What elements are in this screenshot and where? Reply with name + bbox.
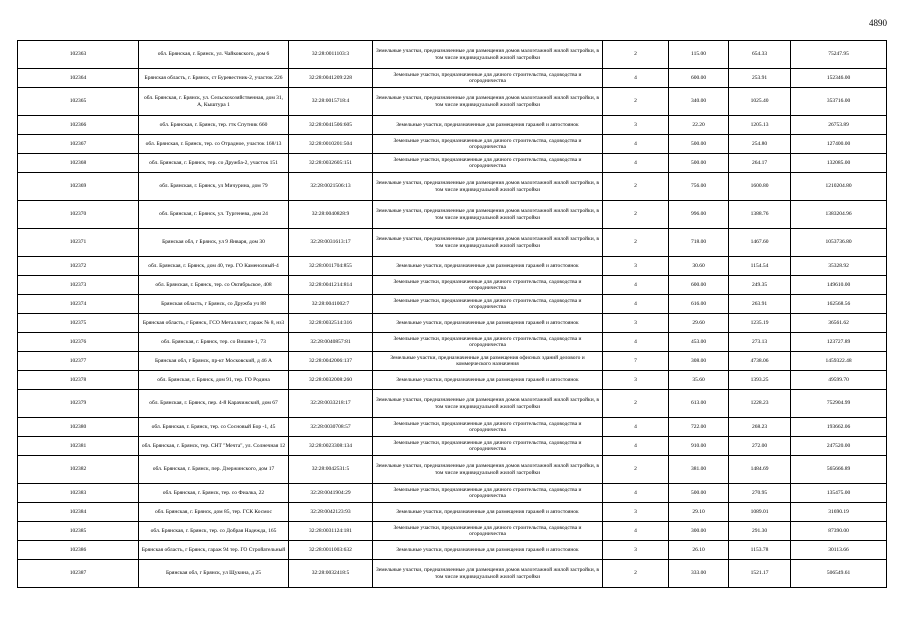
total-value-cell: 1053736.80 bbox=[791, 229, 887, 257]
parcel-id-cell: 102379 bbox=[18, 390, 139, 418]
total-value-cell: 123727.89 bbox=[791, 333, 887, 352]
address-cell: Брянская область, г. Брянск, ст Буревестник-2, участок 226 bbox=[139, 69, 289, 88]
address-cell: обл. Брянская, г. Брянск, тер. со Фиалка, 22 bbox=[139, 484, 289, 503]
area-cell: 30.60 bbox=[669, 257, 729, 276]
total-value-cell: 149610.00 bbox=[791, 276, 887, 295]
specific-value-cell: 654.33 bbox=[729, 41, 791, 69]
area-cell: 453.00 bbox=[669, 333, 729, 352]
land-use-cell: Земельные участки, предназначенные для размещения домов малоэтажной жилой застройки, в том числе индивидуальной жилой застройки bbox=[373, 229, 603, 257]
cadastral-number-cell: 32:28:0042006:137 bbox=[289, 352, 373, 371]
area-cell: 500.00 bbox=[669, 135, 729, 154]
parcel-id-cell: 102364 bbox=[18, 69, 139, 88]
land-use-cell: Земельные участки, предназначенные для размещения гаражей и автостоянок bbox=[373, 541, 603, 560]
category-code-cell: 2 bbox=[603, 560, 669, 588]
cadastral-number-cell: 32:28:0011704:855 bbox=[289, 257, 373, 276]
category-code-cell: 3 bbox=[603, 314, 669, 333]
cadastral-number-cell: 32:28:0031613:17 bbox=[289, 229, 373, 257]
specific-value-cell: 1154.54 bbox=[729, 257, 791, 276]
parcel-id-cell: 102377 bbox=[18, 352, 139, 371]
address-cell: обл. Брянская, г. Брянск, дом 91, тер. ГО Родина bbox=[139, 371, 289, 390]
specific-value-cell: 1600.80 bbox=[729, 173, 791, 201]
land-use-cell: Земельные участки, предназначенные для размещения гаражей и автостоянок bbox=[373, 257, 603, 276]
area-cell: 115.00 bbox=[669, 41, 729, 69]
category-code-cell: 2 bbox=[603, 390, 669, 418]
table-row bbox=[18, 456, 887, 484]
total-value-cell: 353716.00 bbox=[791, 88, 887, 116]
address-cell: Брянская область, г Брянск, со Дружба уч 88 bbox=[139, 295, 289, 314]
land-use-cell: Земельные участки, предназначенные для размещения офисных зданий делового и коммерческого назначения bbox=[373, 352, 603, 371]
specific-value-cell: 1484.69 bbox=[729, 456, 791, 484]
cadastral-number-cell: 32:28:0041506:605 bbox=[289, 116, 373, 135]
specific-value-cell: 1235.19 bbox=[729, 314, 791, 333]
category-code-cell: 4 bbox=[603, 295, 669, 314]
address-cell: обл. Брянская, г. Брянск, тер. гтк Спутник 660 bbox=[139, 116, 289, 135]
area-cell: 340.00 bbox=[669, 88, 729, 116]
total-value-cell: 193662.06 bbox=[791, 418, 887, 437]
specific-value-cell: 1521.17 bbox=[729, 560, 791, 588]
table-row bbox=[18, 352, 887, 371]
table-body bbox=[18, 41, 887, 588]
land-register-table bbox=[17, 40, 887, 588]
land-use-cell: Земельные участки, предназначенные для размещения домов малоэтажной жилой застройки, в том числе индивидуальной жилой застройки bbox=[373, 201, 603, 229]
table-row bbox=[18, 154, 887, 173]
land-use-cell: Земельные участки, предназначенные для размещения домов малоэтажной жилой застройки, в том числе индивидуальной жилой застройки bbox=[373, 173, 603, 201]
address-cell: обл. Брянская, г. Брянск, тер. со Вишня-1, 73 bbox=[139, 333, 289, 352]
cadastral-number-cell: 32:28:0040857:81 bbox=[289, 333, 373, 352]
address-cell: обл. Брянская, г. Брянск, ул. Чайковского, дом 6 bbox=[139, 41, 289, 69]
address-cell: обл. Брянская, г. Брянск, ул Мичурина, дом 79 bbox=[139, 173, 289, 201]
total-value-cell: 49599.70 bbox=[791, 371, 887, 390]
parcel-id-cell: 102378 bbox=[18, 371, 139, 390]
land-use-cell: Земельные участки, предназначенные для размещения гаражей и автостоянок bbox=[373, 314, 603, 333]
specific-value-cell: 1228.23 bbox=[729, 390, 791, 418]
area-cell: 29.10 bbox=[669, 503, 729, 522]
category-code-cell: 4 bbox=[603, 69, 669, 88]
parcel-id-cell: 102385 bbox=[18, 522, 139, 541]
total-value-cell: 565666.89 bbox=[791, 456, 887, 484]
specific-value-cell: 253.91 bbox=[729, 69, 791, 88]
parcel-id-cell: 102376 bbox=[18, 333, 139, 352]
area-cell: 756.00 bbox=[669, 173, 729, 201]
category-code-cell: 4 bbox=[603, 418, 669, 437]
table-row bbox=[18, 503, 887, 522]
category-code-cell: 2 bbox=[603, 41, 669, 69]
total-value-cell: 162568.56 bbox=[791, 295, 887, 314]
area-cell: 722.00 bbox=[669, 418, 729, 437]
total-value-cell: 247520.00 bbox=[791, 437, 887, 456]
category-code-cell: 3 bbox=[603, 503, 669, 522]
specific-value-cell: 270.95 bbox=[729, 484, 791, 503]
address-cell: обл. Брянская, г. Брянск, дом 85, тер. ГСК Космос bbox=[139, 503, 289, 522]
parcel-id-cell: 102384 bbox=[18, 503, 139, 522]
category-code-cell: 4 bbox=[603, 484, 669, 503]
cadastral-number-cell: 32:28:0042531:5 bbox=[289, 456, 373, 484]
cadastral-number-cell: 32:28:0023308:134 bbox=[289, 437, 373, 456]
table-row bbox=[18, 229, 887, 257]
table-row bbox=[18, 257, 887, 276]
specific-value-cell: 263.91 bbox=[729, 295, 791, 314]
table-row bbox=[18, 88, 887, 116]
cadastral-number-cell: 32:28:0041904:29 bbox=[289, 484, 373, 503]
table-row bbox=[18, 295, 887, 314]
specific-value-cell: 273.13 bbox=[729, 333, 791, 352]
parcel-id-cell: 102383 bbox=[18, 484, 139, 503]
table-row bbox=[18, 69, 887, 88]
cadastral-number-cell: 32:28:0011103:3 bbox=[289, 41, 373, 69]
area-cell: 996.00 bbox=[669, 201, 729, 229]
total-value-cell: 31690.19 bbox=[791, 503, 887, 522]
table-row bbox=[18, 135, 887, 154]
category-code-cell: 2 bbox=[603, 229, 669, 257]
specific-value-cell: 1467.60 bbox=[729, 229, 791, 257]
address-cell: обл. Брянская, г. Брянск, тер. со Сосновый Бор -1, 45 bbox=[139, 418, 289, 437]
address-cell: обл. Брянская, г. Брянск, ул. Тургенева, дом 24 bbox=[139, 201, 289, 229]
specific-value-cell: 254.80 bbox=[729, 135, 791, 154]
specific-value-cell: 1153.78 bbox=[729, 541, 791, 560]
cadastral-number-cell: 32:28:0032008:260 bbox=[289, 371, 373, 390]
total-value-cell: 752904.99 bbox=[791, 390, 887, 418]
address-cell: обл. Брянская, г. Брянск, пер. 4-й Карачижский, дом 67 bbox=[139, 390, 289, 418]
land-use-cell: Земельные участки, предназначенные для размещения домов малоэтажной жилой застройки, в том числе индивидуальной жилой застройки bbox=[373, 456, 603, 484]
address-cell: обл. Брянская, г. Брянск, тер. со Добрая Надежда, 165 bbox=[139, 522, 289, 541]
area-cell: 500.00 bbox=[669, 154, 729, 173]
parcel-id-cell: 102381 bbox=[18, 437, 139, 456]
area-cell: 910.00 bbox=[669, 437, 729, 456]
table-row bbox=[18, 116, 887, 135]
table-row bbox=[18, 173, 887, 201]
table-row bbox=[18, 333, 887, 352]
table-row bbox=[18, 390, 887, 418]
category-code-cell: 2 bbox=[603, 201, 669, 229]
parcel-id-cell: 102366 bbox=[18, 116, 139, 135]
total-value-cell: 36561.62 bbox=[791, 314, 887, 333]
parcel-id-cell: 102363 bbox=[18, 41, 139, 69]
area-cell: 26.10 bbox=[669, 541, 729, 560]
table-row bbox=[18, 371, 887, 390]
land-use-cell: Земельные участки, предназначенные для дачного строительства, садоводства и огородничества bbox=[373, 135, 603, 154]
parcel-id-cell: 102369 bbox=[18, 173, 139, 201]
table-row bbox=[18, 276, 887, 295]
total-value-cell: 152346.00 bbox=[791, 69, 887, 88]
address-cell: Брянская обл, г Брянск, ул 9 Января, дом 30 bbox=[139, 229, 289, 257]
area-cell: 613.00 bbox=[669, 390, 729, 418]
specific-value-cell: 268.23 bbox=[729, 418, 791, 437]
parcel-id-cell: 102386 bbox=[18, 541, 139, 560]
specific-value-cell: 264.17 bbox=[729, 154, 791, 173]
area-cell: 600.00 bbox=[669, 276, 729, 295]
category-code-cell: 2 bbox=[603, 88, 669, 116]
parcel-id-cell: 102372 bbox=[18, 257, 139, 276]
category-code-cell: 2 bbox=[603, 173, 669, 201]
parcel-id-cell: 102368 bbox=[18, 154, 139, 173]
cadastral-number-cell: 32:28:0041002:7 bbox=[289, 295, 373, 314]
parcel-id-cell: 102371 bbox=[18, 229, 139, 257]
category-code-cell: 2 bbox=[603, 456, 669, 484]
category-code-cell: 3 bbox=[603, 371, 669, 390]
address-cell: обл. Брянская, г. Брянск, пер. Дзержинского, дом 17 bbox=[139, 456, 289, 484]
specific-value-cell: 4738.06 bbox=[729, 352, 791, 371]
table-row bbox=[18, 522, 887, 541]
address-cell: обл. Брянская, г. Брянск, дом 40, тер. ГО Каменолный-4 bbox=[139, 257, 289, 276]
land-use-cell: Земельные участки, предназначенные для дачного строительства, садоводства и огородничества bbox=[373, 154, 603, 173]
total-value-cell: 35328.92 bbox=[791, 257, 887, 276]
cadastral-number-cell: 32:28:0010201:504 bbox=[289, 135, 373, 154]
table-row bbox=[18, 201, 887, 229]
total-value-cell: 127400.00 bbox=[791, 135, 887, 154]
table-row bbox=[18, 484, 887, 503]
cadastral-number-cell: 32:28:0030708:57 bbox=[289, 418, 373, 437]
parcel-id-cell: 102367 bbox=[18, 135, 139, 154]
total-value-cell: 1210204.80 bbox=[791, 173, 887, 201]
address-cell: обл. Брянская, г. Брянск, тер. СНТ "Мечта", ул. Солнечная 12 bbox=[139, 437, 289, 456]
cadastral-number-cell: 32:28:0032605:151 bbox=[289, 154, 373, 173]
cadastral-number-cell: 32:28:0015718:4 bbox=[289, 88, 373, 116]
table-row bbox=[18, 418, 887, 437]
address-cell: обл. Брянская, г. Брянск, ул. Сельскохозяйственная, дом 31, А, Кыштура 1 bbox=[139, 88, 289, 116]
land-use-cell: Земельные участки, предназначенные для размещения домов малоэтажной жилой застройки, в том числе индивидуальной жилой застройки bbox=[373, 88, 603, 116]
category-code-cell: 3 bbox=[603, 541, 669, 560]
land-use-cell: Земельные участки, предназначенные для дачного строительства, садоводства и огородничества bbox=[373, 418, 603, 437]
land-use-cell: Земельные участки, предназначенные для размещения домов малоэтажной жилой застройки, в том числе индивидуальной жилой застройки bbox=[373, 390, 603, 418]
land-use-cell: Земельные участки, предназначенные для размещения домов малоэтажной жилой застройки, в том числе индивидуальной жилой застройки bbox=[373, 41, 603, 69]
table-row bbox=[18, 314, 887, 333]
specific-value-cell: 1393.25 bbox=[729, 371, 791, 390]
area-cell: 718.00 bbox=[669, 229, 729, 257]
land-use-cell: Земельные участки, предназначенные для размещения гаражей и автостоянок bbox=[373, 371, 603, 390]
address-cell: Брянская область, г Брянск, ГСО Металлист, гараж № 8, нз3 bbox=[139, 314, 289, 333]
area-cell: 29.60 bbox=[669, 314, 729, 333]
land-use-cell: Земельные участки, предназначенные для дачного строительства, садоводства и огородничества bbox=[373, 295, 603, 314]
specific-value-cell: 291.30 bbox=[729, 522, 791, 541]
cadastral-number-cell: 32:28:0032418:5 bbox=[289, 560, 373, 588]
land-use-cell: Земельные участки, предназначенные для дачного строительства, садоводства и огородничества bbox=[373, 69, 603, 88]
total-value-cell: 30113.66 bbox=[791, 541, 887, 560]
category-code-cell: 4 bbox=[603, 437, 669, 456]
cadastral-number-cell: 32:28:0040828:9 bbox=[289, 201, 373, 229]
cadastral-number-cell: 32:28:0032514:316 bbox=[289, 314, 373, 333]
land-use-cell: Земельные участки, предназначенные для дачного строительства, садоводства и огородничества bbox=[373, 522, 603, 541]
total-value-cell: 87390.00 bbox=[791, 522, 887, 541]
area-cell: 600.00 bbox=[669, 69, 729, 88]
parcel-id-cell: 102387 bbox=[18, 560, 139, 588]
land-use-cell: Земельные участки, предназначенные для размещения гаражей и автостоянок bbox=[373, 503, 603, 522]
land-use-cell: Земельные участки, предназначенные для размещения гаражей и автостоянок bbox=[373, 116, 603, 135]
total-value-cell: 135475.00 bbox=[791, 484, 887, 503]
total-value-cell: 1383204.96 bbox=[791, 201, 887, 229]
cadastral-number-cell: 32:28:0041214:814 bbox=[289, 276, 373, 295]
parcel-id-cell: 102373 bbox=[18, 276, 139, 295]
area-cell: 300.00 bbox=[669, 522, 729, 541]
specific-value-cell: 1025.40 bbox=[729, 88, 791, 116]
land-use-cell: Земельные участки, предназначенные для дачного строительства, садоводства и огородничества bbox=[373, 437, 603, 456]
parcel-id-cell: 102370 bbox=[18, 201, 139, 229]
cadastral-number-cell: 32:28:0041209:228 bbox=[289, 69, 373, 88]
address-cell: обл. Брянская, г. Брянск, тер. со Отрадное, участок 168/13 bbox=[139, 135, 289, 154]
table-row bbox=[18, 560, 887, 588]
address-cell: Брянская область, г Брянск, гараж 94 тер. ГО Стройательный bbox=[139, 541, 289, 560]
cadastral-number-cell: 32:28:0031124:181 bbox=[289, 522, 373, 541]
specific-value-cell: 1205.13 bbox=[729, 116, 791, 135]
total-value-cell: 1459322.48 bbox=[791, 352, 887, 371]
land-use-cell: Земельные участки, предназначенные для дачного строительства, садоводства и огородничества bbox=[373, 484, 603, 503]
address-cell: обл. Брянская, г. Брянск, тер. со Дружба-2, участок 151 bbox=[139, 154, 289, 173]
category-code-cell: 4 bbox=[603, 154, 669, 173]
cadastral-number-cell: 32:28:0021506:13 bbox=[289, 173, 373, 201]
area-cell: 22.20 bbox=[669, 116, 729, 135]
area-cell: 381.00 bbox=[669, 456, 729, 484]
parcel-id-cell: 102374 bbox=[18, 295, 139, 314]
total-value-cell: 75247.95 bbox=[791, 41, 887, 69]
parcel-id-cell: 102380 bbox=[18, 418, 139, 437]
category-code-cell: 4 bbox=[603, 333, 669, 352]
category-code-cell: 4 bbox=[603, 276, 669, 295]
address-cell: обл. Брянская, г. Брянск, тер. со Октябрьское, 408 bbox=[139, 276, 289, 295]
category-code-cell: 3 bbox=[603, 257, 669, 276]
category-code-cell: 3 bbox=[603, 116, 669, 135]
address-cell: Брянская обл, г Брянск, ул Щукина, д 25 bbox=[139, 560, 289, 588]
category-code-cell: 4 bbox=[603, 135, 669, 154]
specific-value-cell: 272.00 bbox=[729, 437, 791, 456]
total-value-cell: 26753.89 bbox=[791, 116, 887, 135]
area-cell: 35.60 bbox=[669, 371, 729, 390]
cadastral-number-cell: 32:28:0033218:17 bbox=[289, 390, 373, 418]
address-cell: Брянская обл, г Брянск, пр-кт Московский, д 46 А bbox=[139, 352, 289, 371]
specific-value-cell: 1388.76 bbox=[729, 201, 791, 229]
specific-value-cell: 249.35 bbox=[729, 276, 791, 295]
total-value-cell: 132085.00 bbox=[791, 154, 887, 173]
category-code-cell: 7 bbox=[603, 352, 669, 371]
table-row bbox=[18, 41, 887, 69]
category-code-cell: 4 bbox=[603, 522, 669, 541]
area-cell: 500.00 bbox=[669, 484, 729, 503]
total-value-cell: 506549.61 bbox=[791, 560, 887, 588]
parcel-id-cell: 102375 bbox=[18, 314, 139, 333]
land-use-cell: Земельные участки, предназначенные для размещения домов малоэтажной жилой застройки, в том числе индивидуальной жилой застройки bbox=[373, 560, 603, 588]
land-use-cell: Земельные участки, предназначенные для дачного строительства, садоводства и огородничества bbox=[373, 333, 603, 352]
area-cell: 616.00 bbox=[669, 295, 729, 314]
page-number: 4890 bbox=[869, 18, 887, 28]
specific-value-cell: 1089.01 bbox=[729, 503, 791, 522]
table-row bbox=[18, 541, 887, 560]
table-row bbox=[18, 437, 887, 456]
area-cell: 308.00 bbox=[669, 352, 729, 371]
area-cell: 333.00 bbox=[669, 560, 729, 588]
cadastral-number-cell: 32:28:0011003:632 bbox=[289, 541, 373, 560]
parcel-id-cell: 102382 bbox=[18, 456, 139, 484]
land-use-cell: Земельные участки, предназначенные для дачного строительства, садоводства и огородничества bbox=[373, 276, 603, 295]
parcel-id-cell: 102365 bbox=[18, 88, 139, 116]
cadastral-number-cell: 32:28:0042123:93 bbox=[289, 503, 373, 522]
